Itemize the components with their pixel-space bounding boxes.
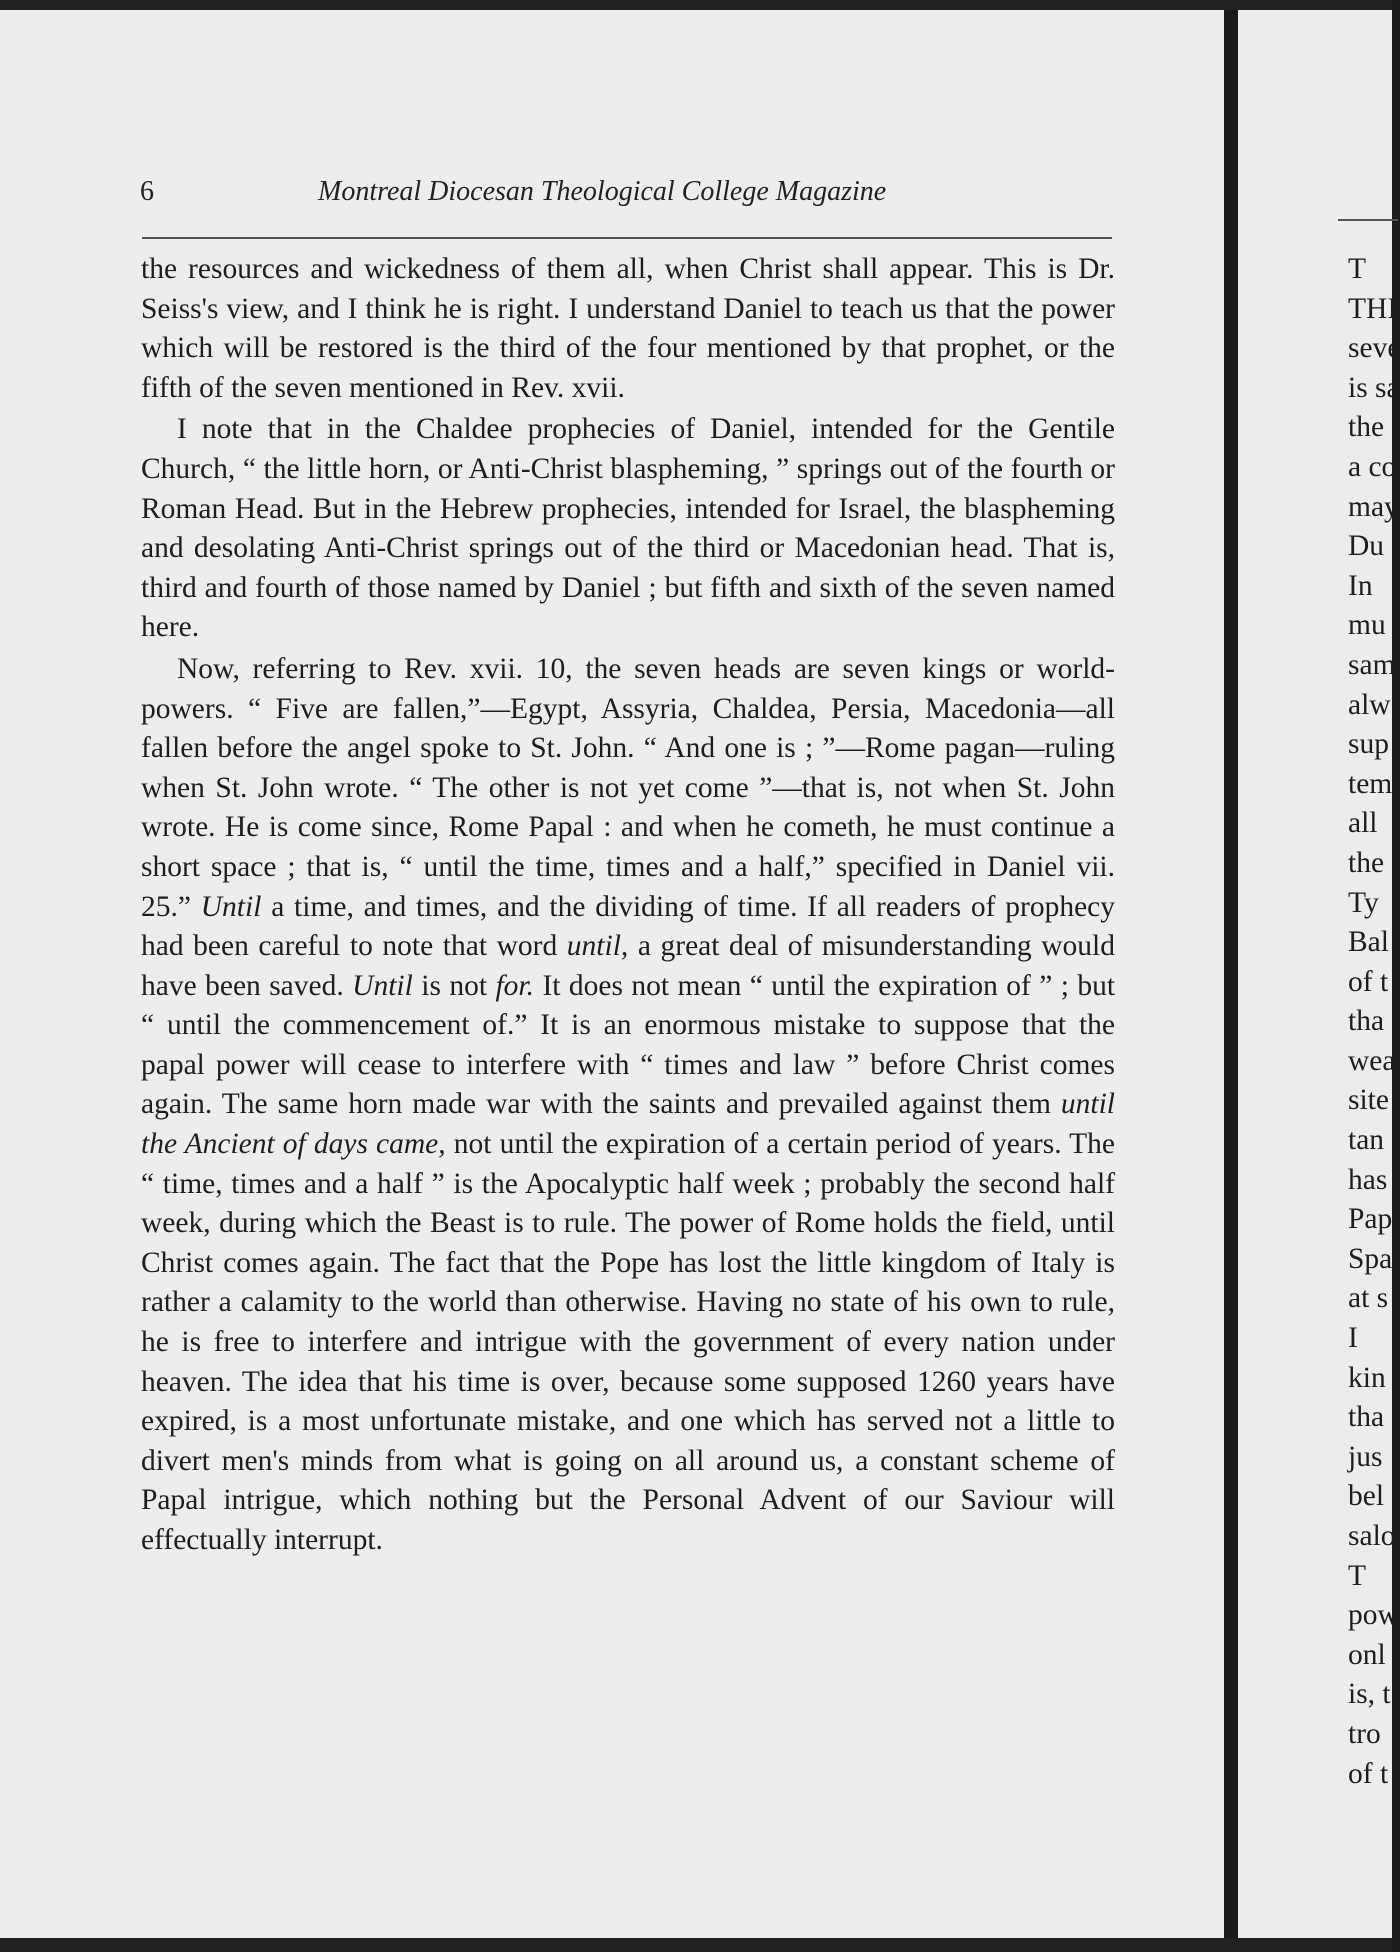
page-number: 6 [140,176,154,207]
facing-line: bel [1348,1480,1385,1513]
facing-header-rule [1338,219,1398,221]
p3-italic-ancient-of-days: until the Ancient of days came, [141,1088,1115,1161]
facing-line: seve [1348,332,1400,365]
header-rule [142,237,1112,239]
paragraph-2: I note that in the Chaldee prophecies of Daniel, intended for the Gentile Church, “ the little horn, or Anti-Christ blaspheming, ” springs out of the fourth or Roman Head. But in the Hebrew prophecies, intended for Israel, the blaspheming and desolating Anti-Christ springs out of the third or Macedonian head. That is, third and fourth of those named by Daniel ; but fifth and sixth of the seven named here. [141,413,1115,644]
facing-line: I [1348,1322,1358,1355]
running-title: Montreal Diocesan Theological College Magazine [318,176,887,207]
scan-bottom-edge [0,1938,1392,1952]
facing-line: kin [1348,1361,1386,1394]
p3-text-e: a great deal of misunderstanding would have been saved. [141,930,1115,1002]
facing-line: is, t [1348,1678,1391,1711]
facing-line: THI [1348,292,1398,325]
facing-line: In [1348,569,1373,602]
p3-italic-until-2: until, [566,930,629,963]
body-text [141,250,1115,1561]
facing-line: sup [1348,728,1389,761]
facing-line: Pap [1348,1203,1393,1236]
facing-line: the [1348,846,1385,879]
paragraph-1: the resources and wickedness of them all, when Christ shall appear. This is Dr. Seiss's view, and I think he is right. I understand Daniel to teach us that the power which will be restored is the third of the four mentioned by that prophet, or the fifth of the seven mentioned in Rev. xvii. [141,253,1115,404]
facing-line: tha [1348,1005,1385,1038]
p3-italic-until-1: Until [200,890,262,923]
facing-line: the [1348,411,1385,444]
facing-line: is sa [1348,371,1400,404]
facing-line: jus [1348,1440,1383,1473]
left-page [0,10,1224,1942]
facing-line: tan [1348,1124,1385,1157]
facing-line: tha [1348,1401,1385,1434]
facing-page-lines [1348,250,1400,1794]
p3-text-g: is not [421,969,488,1002]
facing-line: salo [1348,1520,1396,1552]
facing-line: onl [1348,1638,1386,1671]
facing-line: T [1348,1559,1367,1592]
facing-line: has [1348,1163,1388,1196]
facing-page [1238,10,1400,1942]
facing-line: tro [1348,1717,1381,1750]
facing-line: mu [1348,609,1386,642]
facing-line: at s [1348,1282,1389,1315]
facing-line: Du [1348,530,1385,563]
facing-line: tem [1348,767,1393,800]
facing-line: pow [1348,1599,1399,1632]
facing-line: wea [1348,1044,1396,1077]
facing-line: site [1348,1084,1389,1117]
p3-italic-for: for. [495,969,535,1002]
facing-line: sam [1348,648,1396,681]
p3-text-i: It does not mean “ until the expiration of ” ; but “ until the commencement of.” It is an enormous mistake to suppose that the papal power will cease to interfere with “ times and law ” before Christ comes again. The same horn made war with the saints and prevailed against them [141,969,1116,1121]
facing-line: T [1348,253,1367,285]
facing-line: alw [1348,688,1391,721]
facing-line: Ty [1348,886,1379,919]
p3-text-a: Now, referring to Rev. xvii. 10, the seven heads are seven kings or world-powers. “ Five are fallen,”—Egypt, Assyria, Chaldea, Persia, Macedonia—all fallen before the angel spoke to St. John. “ And one is ; ”—Rome pagan—ruling when St. John wrote. “ The other is not yet come ”—that is, not when St. John wrote. He is come since, Rome Papal : and when he cometh, he must continue a short space ; that is, “ until the time, times and a half,” specified in Daniel vii. 25.” [141,652,1115,923]
facing-line: may [1348,490,1399,523]
p3-italic-until-3: Until [352,969,413,1002]
facing-line: of t [1348,965,1389,998]
facing-line: all [1348,807,1378,840]
facing-line: of t [1348,1757,1389,1790]
facing-line: a co [1348,450,1397,483]
p3-text-k: not until the expiration of a certain period of years. The “ time, times and a half ” is the Apocalyptic half week ; probably the second half week, during which the Beast is to rule. The power of Rome holds the field, until Christ comes again. The fact that the Pope has lost the little kingdom of Italy is rather a calamity to the world than otherwise. Having no state of his own to rule, he is free to interfere and intrigue with the government of every nation under heaven. The idea that his time is over, because some supposed 1260 years have expired, is a most unfortunate mistake, and one which has served not a little to divert men's minds from what is going on all around us, a constant scheme of Papal intrigue, which nothing but the Personal Advent of our Saviour will effectually interrupt. [141,1128,1115,1556]
book-gutter [1224,10,1238,1942]
facing-line: Spa [1348,1242,1393,1275]
facing-line: Bal [1348,926,1389,959]
p3-text-c: a time, and times, and the dividing of time. If all readers of prophecy had been careful to note that word [141,890,1116,963]
paragraph-3 [141,650,1115,1561]
